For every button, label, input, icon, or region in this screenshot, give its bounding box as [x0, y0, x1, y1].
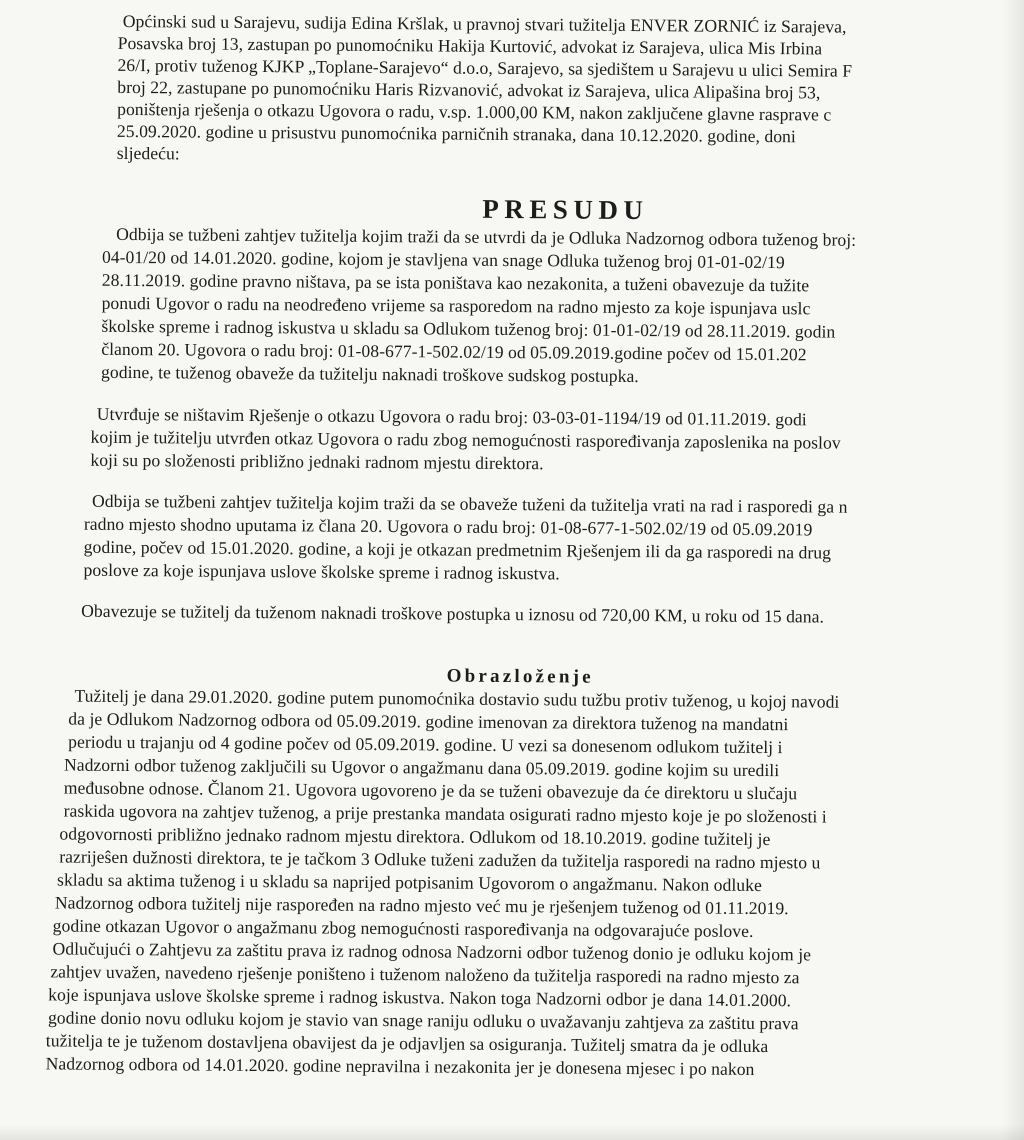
- intro-line: Općinski sud u Sarajevu, sudija Edina Kršlak, u pravnoj stvari tužitelja ENVER ZORNIĆ iz Sarajeva,: [122, 10, 847, 37]
- reasoning-line: Nadzorni odbor tuženog zaključili su Ugovor o angažmanu dana 05.09.2019. godine kojim su uredili: [63, 754, 780, 781]
- reasoning-line: periodu u trajanju od 4 godine počev od 05.09.2019. godine. U vezi sa donesenom odlukom tužitelj i: [68, 731, 783, 758]
- reasoning-line: godine donio novu odluku kojom je stavio van snage raniju odluku o uvažavanju zahtjeva za zaštitu prava: [47, 1007, 799, 1034]
- verdict-line: ponudi Ugovor o radu na neodređeno vrijeme sa rasporedom na radno mjesto za koje ispunjava uslc: [101, 292, 811, 319]
- verdict-line: Odbija se tužbeni zahtjev tužitelja kojim traži da se obaveže tuženi da tužitelja vrati na rad i rasporedi ga n: [91, 490, 848, 517]
- verdict-line: Odbija se tužbeni zahtjev tužitelja kojim traži da se utvrdi da je Odluka Nadzornog odbora tuženog broj:: [116, 223, 857, 250]
- verdict-heading: PRESUDU: [482, 193, 649, 226]
- reasoning-line: koje ispunjava uslove školske spreme i radnog iskustva. Nakon toga Nadzorni odbor je dana 14.01.2000.: [48, 984, 792, 1011]
- intro-line: sljedeću:: [116, 142, 180, 164]
- verdict-line: godine, te tuženog obaveže da tužitelju naknadi troškove sudskog postupka.: [101, 361, 639, 387]
- reasoning-line: da je Odlukom Nadzornog odbora od 05.09.2019. godine imenovan za direktora tuženog na mandatni: [68, 708, 789, 735]
- verdict-line: kojim je tužitelju utvrđen otkaz Ugovora o radu zbog nemogućnosti raspoređivanja zaposlenika na poslov: [90, 426, 841, 453]
- reasoning-line: Odlučujući o Zahtjevu za zaštitu prava iz radnog odnosa Nadzorni odbor tuženog donio je odluku kojom je: [52, 938, 812, 965]
- reasoning-line: tužitelja te je tuženom dostavljena obavijest da je odjavljen sa osiguranja. Tužitelj smatra da je odluka: [45, 1030, 769, 1057]
- reasoning-line: raskida ugovora na zahtjev tuženog, a prije prestanka mandata osigurati radno mjesto koje je po složenosti i: [63, 800, 827, 827]
- intro-line: Posavska broj 13, zastupan po punomoćniku Hakija Kurtović, advokat iz Sarajeva, ulica Mis Irbina: [117, 32, 823, 59]
- verdict-line: godine, počev od 15.01.2020. godine, a koji je otkazan predmetnim Rješenjem ili da ga rasporedi na drug: [83, 536, 832, 563]
- reasoning-heading: Obrazloženje: [446, 665, 594, 688]
- intro-line: 26/I, protiv tuženog KJKP „Toplane-Sarajevo“ d.o.o, Sarajevo, sa sjedištem u Sarajevu u ulici Semira F: [117, 54, 853, 81]
- verdict-line: koji su po složenosti približno jednaki radnom mjestu direktora.: [90, 449, 544, 474]
- reasoning-line: skladu sa aktima tuženog i u skladu sa naprijed potpisanim Ugovorom o angažmanu. Nakon odluke: [57, 869, 762, 896]
- reasoning-line: odgovornosti približno jednako radnom mjestu direktora. Odlukom od 18.10.2019. godine tužitelj je: [59, 823, 771, 850]
- reasoning-line: razrijeŝen dužnosti direktora, te je tačkom 3 Odluke tuženi zadužen da tužitelja rasporedi na radno mjesto u: [59, 846, 821, 873]
- reasoning-line: godine otkazan Ugovor o angažmanu zbog nemogućnosti raspoređivanja na odgovarajuće poslove.: [52, 915, 754, 941]
- reasoning-line: Nadzornog odbora od 14.01.2020. godine nepravilna i nezakonita jer je donesena mjesec i po nakon: [45, 1053, 755, 1079]
- verdict-line: Obavezuje se tužitelj da tuženom naknadi troškove postupka u iznosu od 720,00 KM, u roku od 15 dana.: [81, 600, 825, 627]
- verdict-line: članom 20. Ugovora o radu broj: 01-08-677-1-502.02/19 od 05.09.2019.godine počev od 15.01.202: [101, 338, 807, 365]
- reasoning-line: Nadzornog odbora tužitelj nije raspoređen na radno mjesto već mu je rješenjem tuženog od 01.11.2019.: [54, 892, 789, 919]
- reasoning-line: zahtjev uvažen, navedeno rješenje poništeno i tuženom naloženo da tužitelja rasporedi na radno mjesto za: [50, 961, 800, 988]
- reasoning-line: međusobne odnose. Članom 21. Ugovora ugovoreno je da se tuženi obavezuje da će direktoru u slučaju: [63, 777, 798, 804]
- verdict-line: 04-01/20 od 14.01.2020. godine, kojom je stavljena van snage Odluka tuženog broj 01-01-02/19: [101, 246, 785, 273]
- verdict-line: poslove za koje ispunjava uslove školske spreme i radnog iskustva.: [83, 559, 560, 584]
- intro-paragraph: [0, 0, 1024, 164]
- scan-bottom-shadow: [0, 1124, 1024, 1140]
- intro-line: broj 22, zastupane po punomoćniku Haris Rizvanović, advokat iz Sarajeva, ulica Alipašina broj 53,: [117, 76, 821, 103]
- verdict-line: 28.11.2019. godine pravno ništava, pa se ista poništava kao nezakonita, a tuženi obavezuje da tužite: [101, 269, 810, 296]
- verdict-line: Utvrđuje se ništavim Rješenje o otkazu Ugovora o radu broj: 03-03-01-1194/19 od 01.11.2019. godi: [96, 403, 807, 430]
- verdict-line: školske spreme i radnog iskustva u skladu sa Odlukom tuženog broj: 01-01-02/19 od 28.11.2019. godin: [101, 315, 836, 342]
- intro-line: poništenja rješenja o otkazu Ugovora o radu, v.sp. 1.000,00 KM, nakon zaključene glavne rasprave c: [117, 98, 832, 125]
- scan-edge-shadow: [1002, 0, 1024, 1140]
- intro-line: 25.09.2020. godine u prisustvu punomoćnika parničnih stranaka, dana 10.12.2020. godine, doni: [116, 120, 796, 147]
- verdict-line: radno mjesto shodno uputama iz člana 20. Ugovora o radu broj: 01-08-677-1-502.02/19 od 05.09.2019: [83, 513, 813, 540]
- reasoning-line: Tužitelj je dana 29.01.2020. godine putem punomoćnika dostavio sudu tužbu protiv tuženog, u kojoj navodi: [74, 685, 840, 712]
